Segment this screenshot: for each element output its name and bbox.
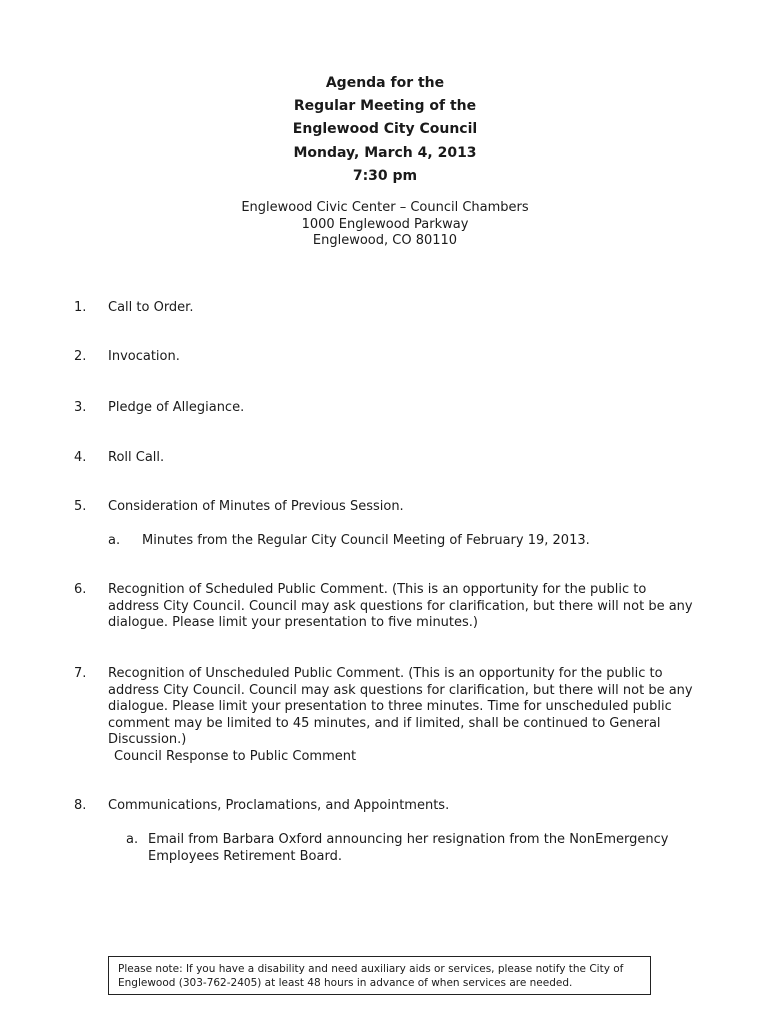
sub-item-text: Minutes from the Regular City Council Meeting of February 19, 2013. xyxy=(142,533,590,548)
title-line: Englewood City Council xyxy=(292,121,478,138)
item-number: 2. xyxy=(74,349,87,364)
meeting-date: Monday, March 4, 2013 xyxy=(293,144,477,161)
item-number: 4. xyxy=(74,450,87,465)
item-text: Recognition of Scheduled Public Comment. (This is an opportunity for the public to address City Council. Council may ask questions for clarification, but there will not be any dialogue. Please limit your presentation to five minutes.) xyxy=(108,582,693,630)
meeting-location xyxy=(0,200,770,250)
venue: Englewood Civic Center – Council Chambers xyxy=(241,200,529,215)
item-text: Roll Call. xyxy=(108,450,165,465)
item-number: 1. xyxy=(74,300,87,315)
accessibility-note: Please note: If you have a disability and need auxiliary aids or services, please notify the City of Englewood (303-762-2405) at least 48 hours in advance of when services are needed. xyxy=(108,956,651,995)
city-state-zip: Englewood, CO 80110 xyxy=(312,233,458,248)
sub-item-letter: a. xyxy=(126,832,139,847)
item-number: 7. xyxy=(74,666,87,681)
sub-item-text: Email from Barbara Oxford announcing her resignation from the NonEmergency Employees Retirement Board. xyxy=(148,832,669,864)
item-number: 6. xyxy=(74,582,87,597)
council-response: Council Response to Public Comment xyxy=(114,749,357,764)
street-address: 1000 Englewood Parkway xyxy=(301,216,469,232)
item-text: Communications, Proclamations, and Appointments. xyxy=(108,798,450,813)
item-text: Invocation. xyxy=(108,349,180,364)
item-text: Recognition of Unscheduled Public Comment. (This is an opportunity for the public to address City Council. Council may ask questions for clarification, but there will not be any dialogue. Please limit your presentation to three minutes. Time for unscheduled public comment may be limited to 45 minutes, and if limited, shall be continued to General Discussion.) xyxy=(108,666,693,747)
item-number: 8. xyxy=(74,798,87,813)
meeting-time: 7:30 pm xyxy=(352,167,418,184)
item-number: 5. xyxy=(74,499,87,514)
agenda-title xyxy=(0,72,770,188)
item-number: 3. xyxy=(74,400,87,415)
title-line: Regular Meeting of the xyxy=(293,98,477,115)
sub-item-letter: a. xyxy=(108,533,121,548)
item-text: Call to Order. xyxy=(108,300,194,315)
item-text: Pledge of Allegiance. xyxy=(108,400,245,415)
item-text: Consideration of Minutes of Previous Session. xyxy=(108,499,404,514)
title-line: Agenda for the xyxy=(325,75,445,91)
